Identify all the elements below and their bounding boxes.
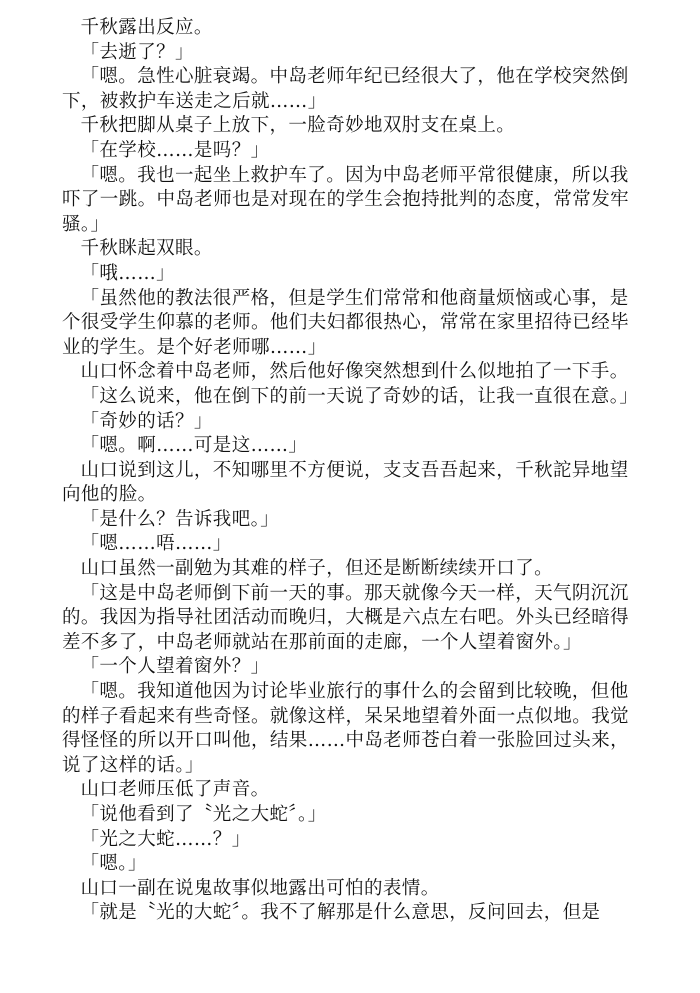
paragraph: 「就是〝光的大蛇〞。我不了解那是什么意思，反问回去，但是 [80, 902, 601, 924]
paragraph: 「嗯。急性心脏衰竭。中岛老师年纪已经很大了，他在学校突然倒下，被救护车送走之后就……」 [62, 66, 629, 112]
paragraph: 「一个人望着窗外？」 [80, 656, 270, 678]
paragraph: 「去逝了？」 [80, 41, 194, 63]
paragraph: 山口一副在说鬼故事似地露出可怕的表情。 [80, 877, 440, 899]
paragraph: 千秋把脚从桌子上放下，一脸奇妙地双肘支在桌上。 [80, 115, 516, 137]
paragraph: 「这么说来，他在倒下的前一天说了奇妙的话，让我一直很在意。」 [80, 385, 639, 407]
paragraph: 山口老师压低了声音。 [80, 779, 270, 801]
paragraph: 「嗯……唔……」 [80, 533, 232, 555]
paragraph: 千秋眯起双眼。 [80, 238, 213, 260]
paragraph: 「是什么？告诉我吧。」 [80, 508, 280, 530]
paragraph: 山口怀念着中岛老师，然后他好像突然想到什么似地拍了一下手。 [80, 361, 629, 383]
paragraph: 「嗯。我也一起坐上救护车了。因为中岛老师平常很健康，所以我吓了一跳。中岛老师也是对现在的学生会抱持批判的态度，常常发牢骚。」 [62, 164, 630, 235]
paragraph: 千秋露出反应。 [80, 17, 213, 38]
paragraph: 「奇妙的话？」 [80, 410, 213, 432]
paragraph: 「虽然他的教法很严格，但是学生们常常和他商量烦恼或心事，是个很受学生仰慕的老师。他们夫妇都很热心，常常在家里招待已经毕业的学生。是个好老师哪……」 [62, 287, 630, 358]
paragraph: 山口虽然一副勉为其难的样子，但还是断断续续开口了。 [80, 558, 554, 580]
paragraph: 「光之大蛇……？」 [80, 828, 251, 850]
paragraph: 「嗯。」 [80, 853, 147, 875]
paragraph: 「这是中岛老师倒下前一天的事。那天就像今天一样，天气阴沉沉的。我因为指导社团活动而晚归，大概是六点左右吧。外头已经暗得差不多了，中岛老师就站在那前面的走廊，一个人望着窗外。」 [62, 582, 630, 653]
paragraph: 「说他看到了〝光之大蛇〞。」 [80, 804, 327, 825]
paragraph: 山口说到这儿，不知哪里不方便说，支支吾吾起来，千秋詑异地望向他的脸。 [62, 459, 629, 506]
paragraph: 「嗯。我知道他因为讨论毕业旅行的事什么的会留到比较晚，但他的样子看起来有些奇怪。就像这样，呆呆地望着外面一点似地。我觉得怪怪的所以开口叫他，结果……中岛老师苍白着一张脸回过头来，说了这样的话。」 [62, 681, 630, 776]
paragraph: 「在学校……是吗？」 [80, 139, 270, 161]
paragraph: 「哦……」 [80, 262, 176, 284]
paragraph: 「嗯。啊……可是这……」 [80, 435, 308, 457]
body-text [62, 16, 639, 926]
